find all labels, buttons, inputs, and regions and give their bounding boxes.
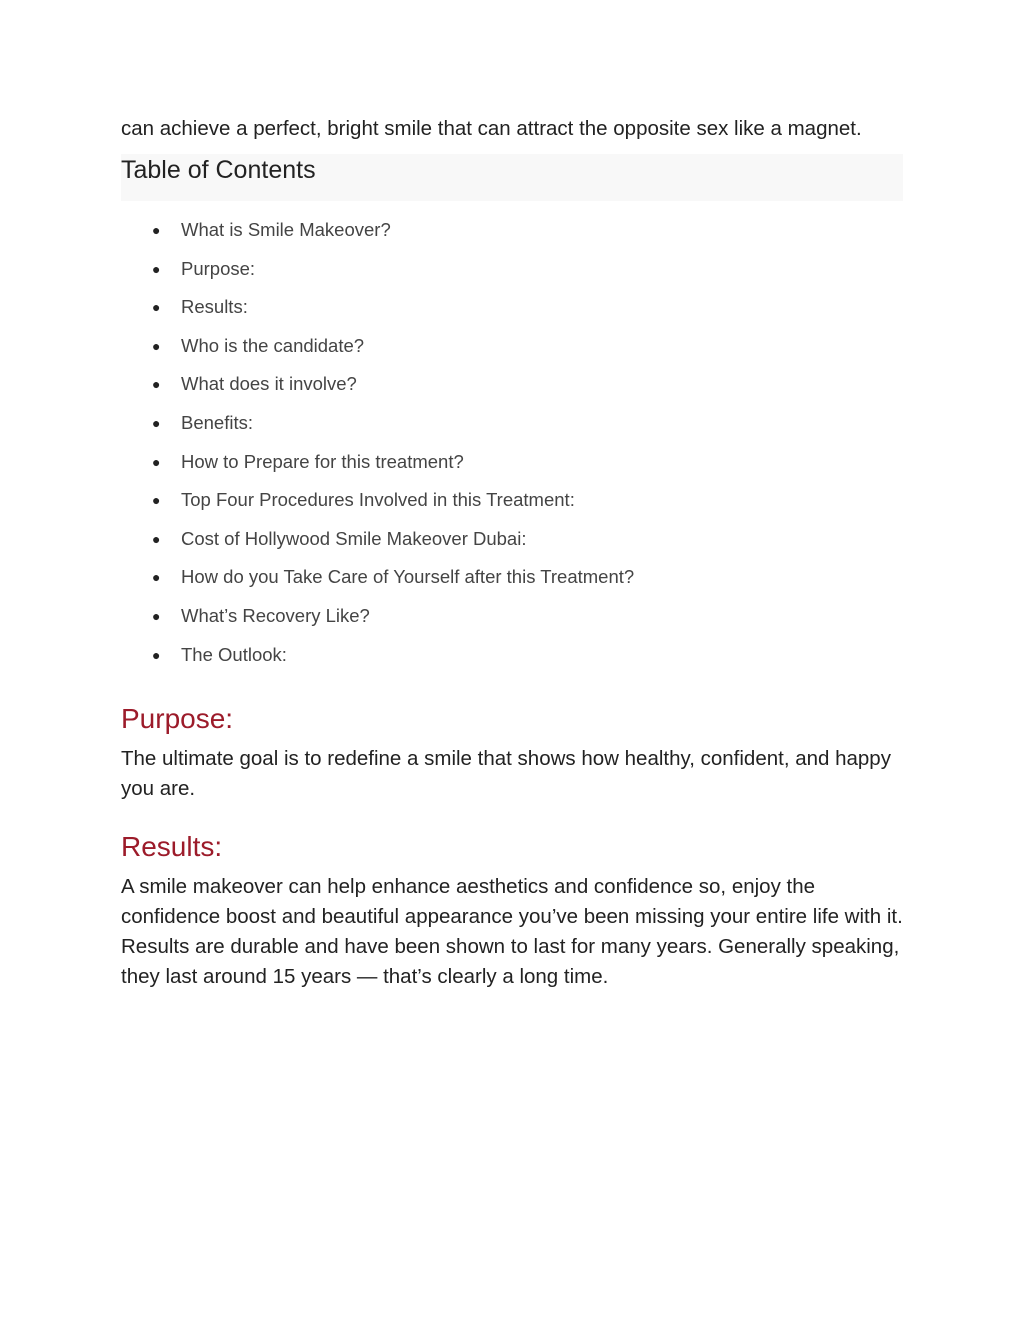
toc-item-label[interactable]: What’s Recovery Like? bbox=[181, 604, 370, 626]
purpose-paragraph: The ultimate goal is to redefine a smile that shows how healthy, confident, and happy you are. bbox=[121, 747, 891, 801]
toc-item-label[interactable]: Top Four Procedures Involved in this Treatment: bbox=[181, 489, 575, 511]
toc-item-label[interactable]: How do you Take Care of Yourself after this Treatment? bbox=[181, 566, 635, 588]
toc-heading: Table of Contents bbox=[121, 156, 316, 184]
toc-item[interactable] bbox=[121, 331, 903, 370]
toc-item[interactable] bbox=[121, 485, 903, 524]
toc-item-label[interactable]: The Outlook: bbox=[181, 643, 287, 665]
bullet-icon: ● bbox=[152, 414, 161, 431]
toc-item-label[interactable]: What is Smile Makeover? bbox=[181, 219, 391, 240]
toc-item[interactable] bbox=[121, 562, 903, 601]
bullet-icon: ● bbox=[152, 376, 161, 393]
toc-item[interactable] bbox=[121, 524, 903, 563]
bullet-icon: ● bbox=[152, 337, 161, 354]
bullet-icon: ● bbox=[152, 453, 161, 470]
toc-item[interactable] bbox=[121, 601, 903, 640]
document-page bbox=[121, 114, 903, 992]
toc-item-label[interactable]: Purpose: bbox=[181, 257, 256, 279]
toc-item[interactable] bbox=[121, 292, 903, 331]
bullet-icon: ● bbox=[152, 607, 161, 624]
toc-item[interactable] bbox=[121, 447, 903, 486]
results-paragraph: A smile makeover can help enhance aesthetics and confidence so, enjoy the confidence boost and beautiful appearance you’ve been missing your entire life with it. Results are durable and have been shown to last for many years. Generally speaking, they last around 15 years — that’s clearly a long time. bbox=[121, 875, 903, 989]
toc-item[interactable] bbox=[121, 640, 903, 679]
toc-item-label[interactable]: How to Prepare for this treatment? bbox=[181, 450, 464, 472]
bullet-icon: ● bbox=[152, 260, 161, 277]
bullet-icon: ● bbox=[152, 222, 161, 238]
toc-item-label[interactable]: What does it involve? bbox=[181, 373, 357, 395]
toc-heading-box bbox=[121, 154, 903, 201]
bullet-icon: ● bbox=[152, 299, 161, 316]
toc-item-label[interactable]: Benefits: bbox=[181, 411, 253, 433]
toc-item-label[interactable]: Who is the candidate? bbox=[181, 334, 365, 356]
bullet-icon: ● bbox=[152, 569, 161, 586]
toc-item-label[interactable]: Cost of Hollywood Smile Makeover Dubai: bbox=[181, 527, 527, 549]
bullet-icon: ● bbox=[152, 530, 161, 547]
intro-paragraph: can achieve a perfect, bright smile that can attract the opposite sex like a magnet. bbox=[121, 117, 862, 140]
toc-item[interactable] bbox=[121, 408, 903, 447]
bullet-icon: ● bbox=[152, 492, 161, 509]
toc-list bbox=[121, 215, 903, 678]
bullet-icon: ● bbox=[152, 646, 161, 663]
purpose-heading: Purpose: bbox=[121, 703, 234, 735]
toc-item[interactable] bbox=[121, 215, 903, 254]
results-heading: Results: bbox=[121, 831, 223, 863]
toc-item[interactable] bbox=[121, 254, 903, 293]
toc-item[interactable] bbox=[121, 369, 903, 408]
toc-item-label[interactable]: Results: bbox=[181, 296, 248, 318]
